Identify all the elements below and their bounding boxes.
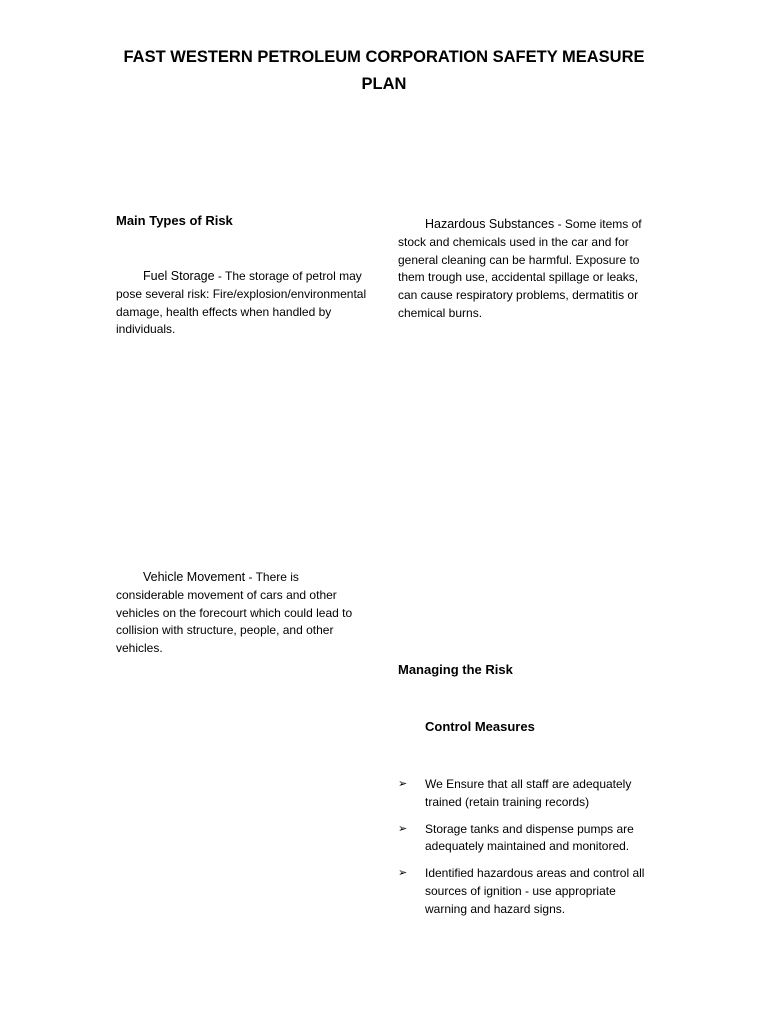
vehicle-movement-paragraph [116, 569, 368, 658]
list-item-text: We Ensure that all staff are adequately trained (retain training records) [425, 777, 632, 809]
vehicle-movement-text: - There is considerable movement of cars and other vehicles on the forecourt which could lead to collision with structure, people, and other vehicles. [116, 570, 353, 656]
hazardous-substances-lead: Hazardous Substances [425, 217, 555, 231]
list-item-text: Storage tanks and dispense pumps are adequately maintained and monitored. [425, 821, 634, 854]
arrow-bullet-icon: ➢ [398, 778, 408, 790]
managing-the-risk-heading: Managing the Risk [398, 662, 513, 677]
main-types-of-risk-heading: Main Types of Risk [116, 213, 233, 228]
vehicle-movement-lead: Vehicle Movement [143, 570, 246, 584]
hazardous-substances-paragraph [398, 216, 656, 323]
control-measures-heading: Control Measures [425, 719, 535, 734]
arrow-bullet-icon: ➢ [398, 867, 408, 880]
arrow-bullet-icon: ➢ [398, 822, 408, 835]
document-title: FAST WESTERN PETROLEUM CORPORATION SAFETY MEASURE PLAN [123, 48, 645, 93]
list-item [398, 865, 658, 918]
hazardous-substances-text: - Some items of stock and chemicals used in the car and for general cleaning can be harmful. Exposure to them trough use, accidental spillage or leaks, can cause respiratory problems, dermatitis or chemical burns. [398, 217, 642, 320]
fuel-storage-lead: Fuel Storage [143, 269, 215, 283]
fuel-storage-paragraph [116, 268, 371, 339]
list-item [398, 821, 658, 857]
list-item [398, 776, 658, 812]
control-measures-list [398, 776, 658, 928]
list-item-text: Identified hazardous areas and control all sources of ignition - use appropriate warning and hazard signs. [425, 866, 645, 916]
fuel-storage-text: - The storage of petrol may pose several risk: Fire/explosion/environmental damage, health effects when handled by individuals. [116, 269, 367, 337]
